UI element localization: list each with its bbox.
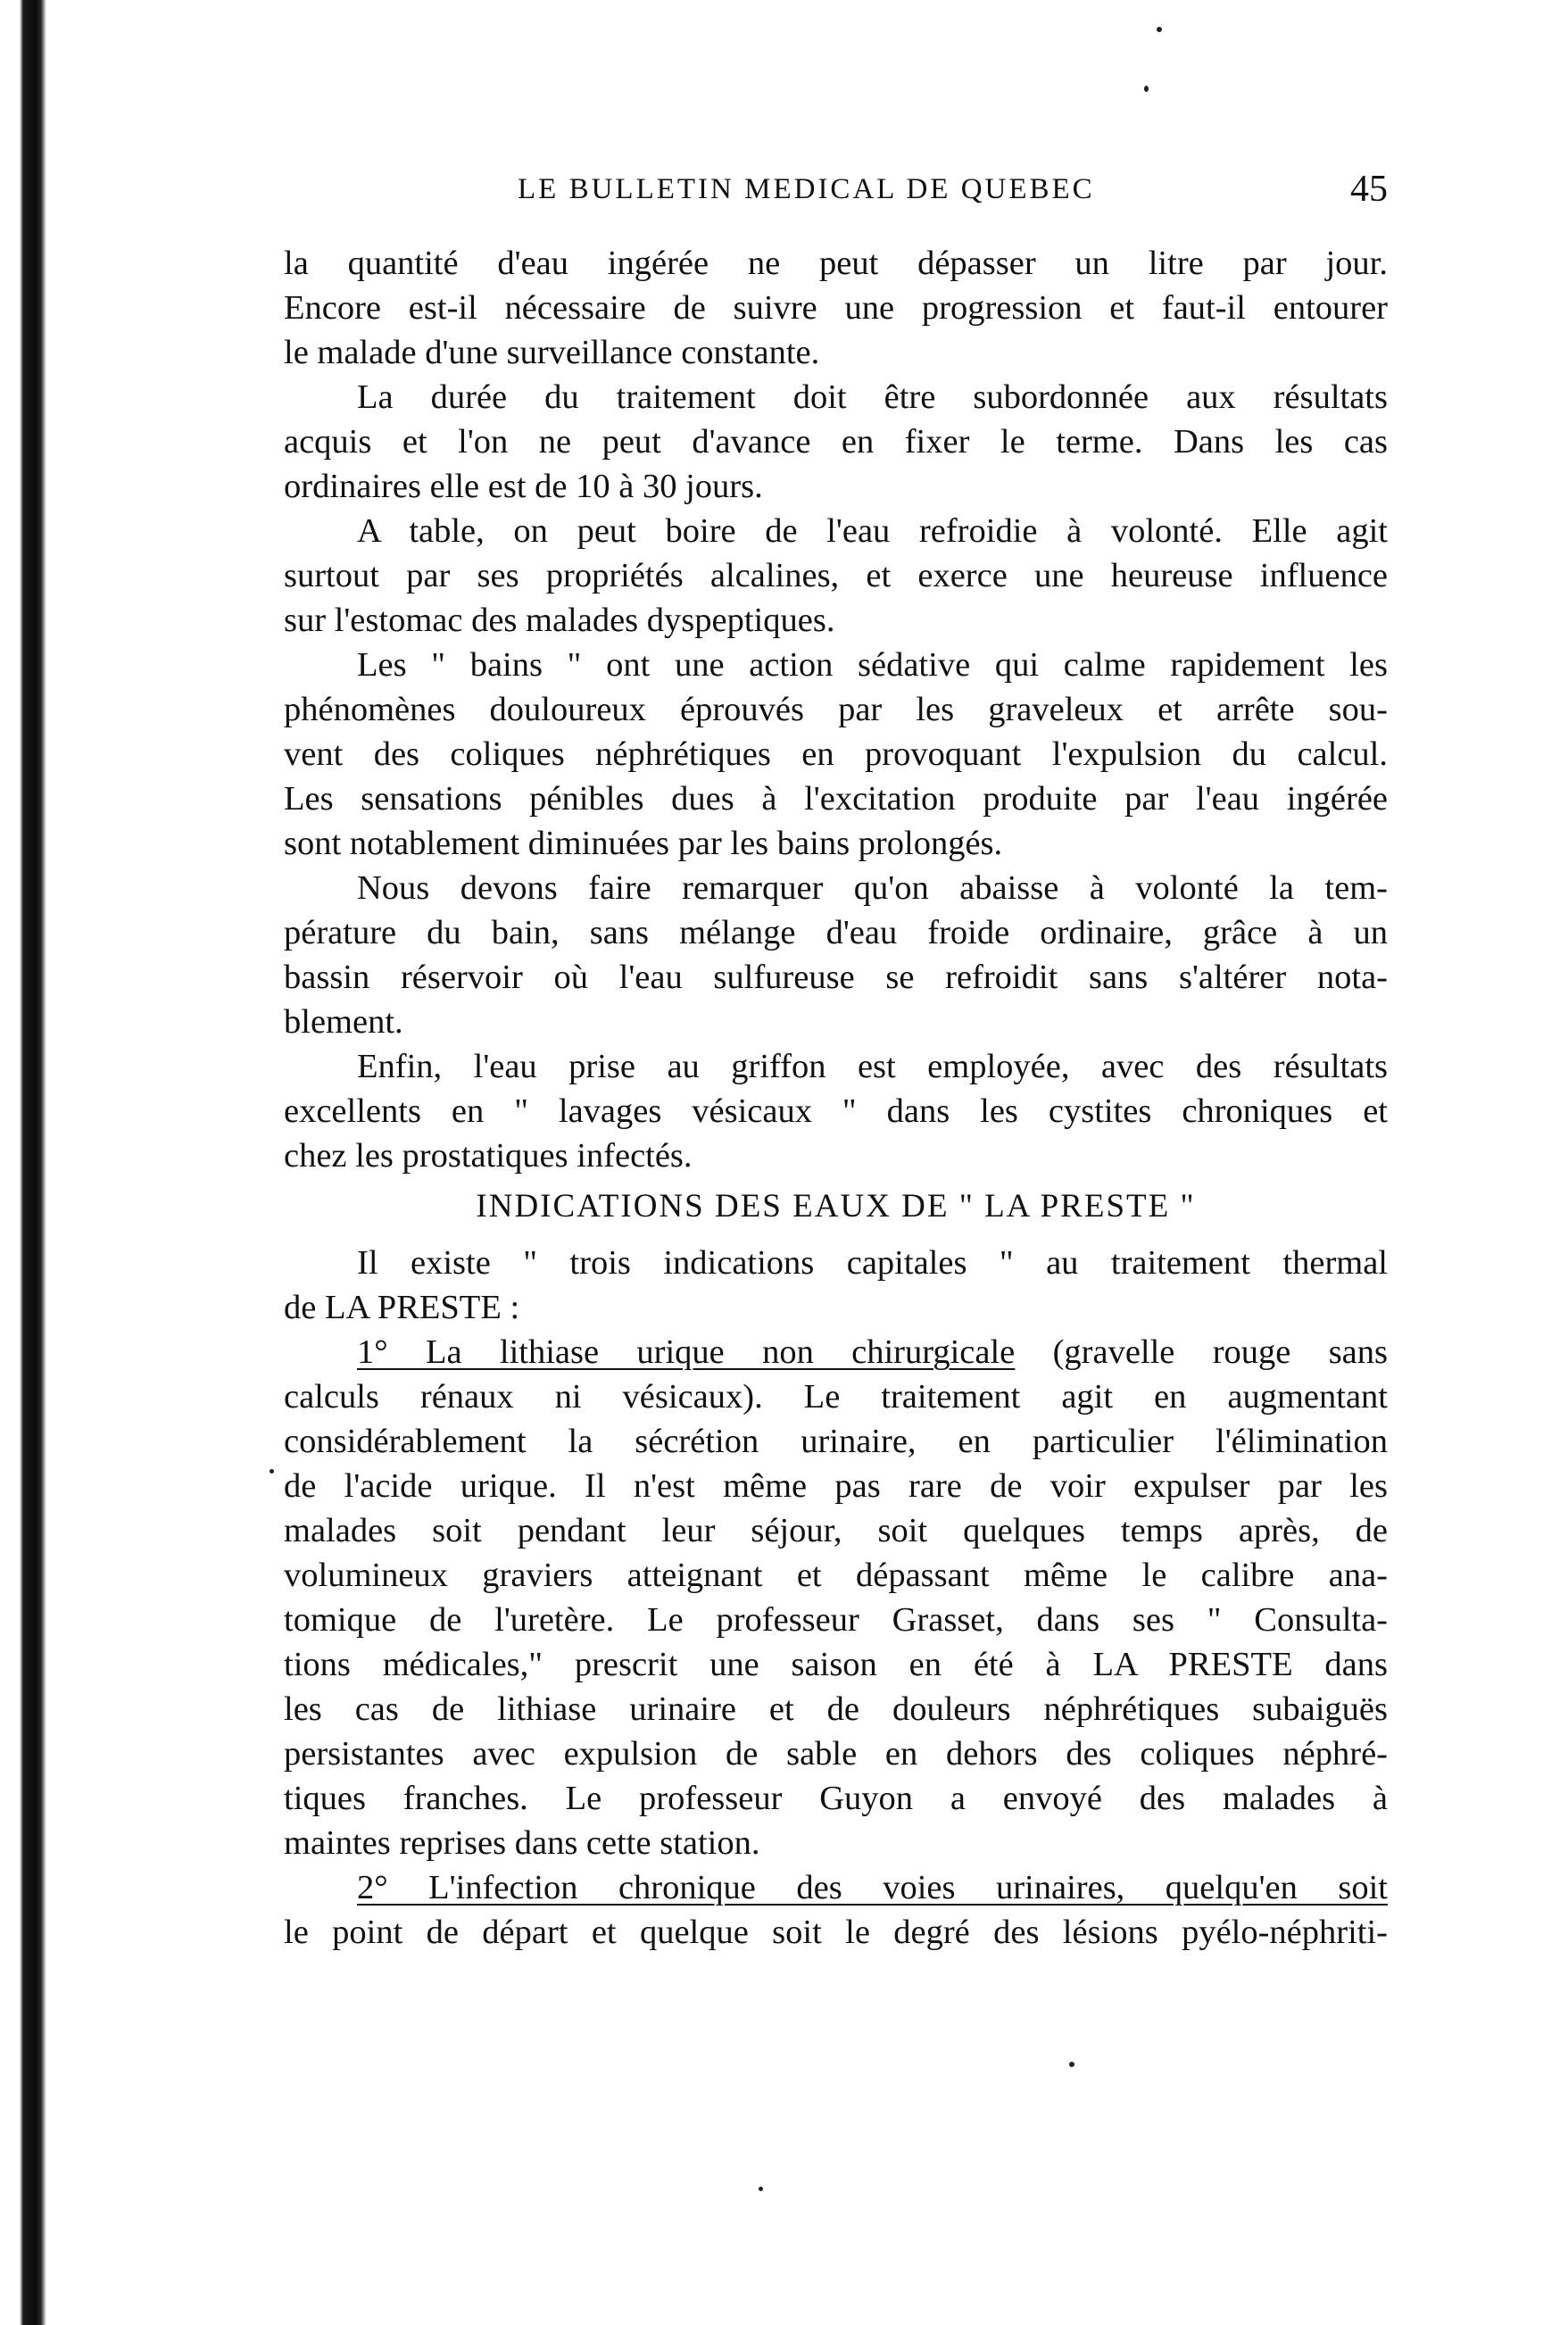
text-line: volumineux graviers atteignant et dépassant même le calibre ana- bbox=[284, 1557, 1388, 1594]
text-line: Nous devons faire remarquer qu'on abaisse à volonté la tem- bbox=[357, 869, 1388, 907]
text-line: Il existe " trois indications capitales " au traitement thermal bbox=[357, 1244, 1388, 1282]
text-line: blement. bbox=[284, 1003, 403, 1041]
text-line: considérablement la sécrétion urinaire, en particulier l'élimination bbox=[284, 1423, 1388, 1460]
section-heading: INDICATIONS DES EAUX DE " LA PRESTE " bbox=[476, 1188, 1196, 1225]
body-text bbox=[284, 241, 1388, 2205]
page-header bbox=[284, 168, 1388, 218]
text-line: chez les prostatiques infectés. bbox=[284, 1137, 693, 1175]
text-line: le malade d'une surveillance constante. bbox=[284, 334, 820, 371]
text-line: sur l'estomac des malades dyspeptiques. bbox=[284, 602, 835, 639]
text-line: tions médicales," prescrit une saison en été à LA PRESTE dans bbox=[284, 1646, 1388, 1683]
text-line: vent des coliques néphrétiques en provoquant l'expulsion du calcul. bbox=[284, 735, 1388, 773]
text-line: Enfin, l'eau prise au griffon est employée, avec des résultats bbox=[357, 1048, 1388, 1085]
text-line: de l'acide urique. Il n'est même pas rare de voir expulser par les bbox=[284, 1467, 1388, 1505]
indication-1-first-line-rest: (gravelle rouge sans bbox=[1015, 1333, 1388, 1371]
print-speck bbox=[270, 1469, 274, 1474]
text-line: A table, on peut boire de l'eau refroidie à volonté. Elle agit bbox=[357, 512, 1388, 550]
text-line: phénomènes douloureux éprouvés par les graveleux et arrête sou- bbox=[284, 691, 1388, 728]
indication-1-first-line bbox=[357, 1330, 1388, 1374]
text-line: pérature du bain, sans mélange d'eau froide ordinaire, grâce à un bbox=[284, 914, 1388, 951]
text-line: calculs rénaux ni vésicaux). Le traitement agit en augmentant bbox=[284, 1378, 1388, 1416]
text-line: excellents en " lavages vésicaux " dans les cystites chroniques et bbox=[284, 1092, 1388, 1130]
text-line: le point de départ et quelque soit le degré des lésions pyélo-néphriti- bbox=[284, 1914, 1388, 1951]
print-speck bbox=[1144, 86, 1149, 92]
running-head: LE BULLETIN MEDICAL DE QUEBEC bbox=[518, 173, 1095, 205]
text-line: tomique de l'uretère. Le professeur Grasset, dans ses " Consulta- bbox=[284, 1601, 1388, 1639]
text-line: malades soit pendant leur séjour, soit quelques temps après, de bbox=[284, 1512, 1388, 1549]
text-line: tiques franches. Le professeur Guyon a envoyé des malades à bbox=[284, 1780, 1388, 1817]
page-binding-edge bbox=[0, 0, 52, 2325]
text-line: de LA PRESTE : bbox=[284, 1289, 520, 1326]
text-line: la quantité d'eau ingérée ne peut dépasser un litre par jour. bbox=[284, 245, 1388, 282]
print-speck bbox=[1157, 27, 1162, 32]
text-line: Les " bains " ont une action sédative qui calme rapidement les bbox=[357, 646, 1388, 684]
text-line: ordinaires elle est de 10 à 30 jours. bbox=[284, 468, 763, 505]
indication-2-title: 2° L'infection chronique des voies urinaires, quelqu'en soit bbox=[357, 1869, 1388, 1906]
text-line: sont notablement diminuées par les bains prolongés. bbox=[284, 825, 1003, 862]
text-line: Encore est-il nécessaire de suivre une progression et faut-il entourer bbox=[284, 289, 1388, 327]
text-line: surtout par ses propriétés alcalines, et exerce une heureuse influence bbox=[284, 557, 1388, 594]
text-line: acquis et l'on ne peut d'avance en fixer le terme. Dans les cas bbox=[284, 423, 1388, 461]
indication-1-title: 1° La lithiase urique non chirurgicale bbox=[357, 1333, 1016, 1371]
text-line: persistantes avec expulsion de sable en dehors des coliques néphré- bbox=[284, 1735, 1388, 1773]
text-line: bassin réservoir où l'eau sulfureuse se refroidit sans s'altérer nota- bbox=[284, 959, 1388, 996]
text-line: maintes reprises dans cette station. bbox=[284, 1824, 760, 1862]
text-line: La durée du traitement doit être subordonnée aux résultats bbox=[357, 378, 1388, 416]
page-number: 45 bbox=[1350, 169, 1388, 210]
text-line: Les sensations pénibles dues à l'excitation produite par l'eau ingérée bbox=[284, 780, 1388, 818]
text-line: les cas de lithiase urinaire et de douleurs néphrétiques subaiguës bbox=[284, 1690, 1388, 1728]
